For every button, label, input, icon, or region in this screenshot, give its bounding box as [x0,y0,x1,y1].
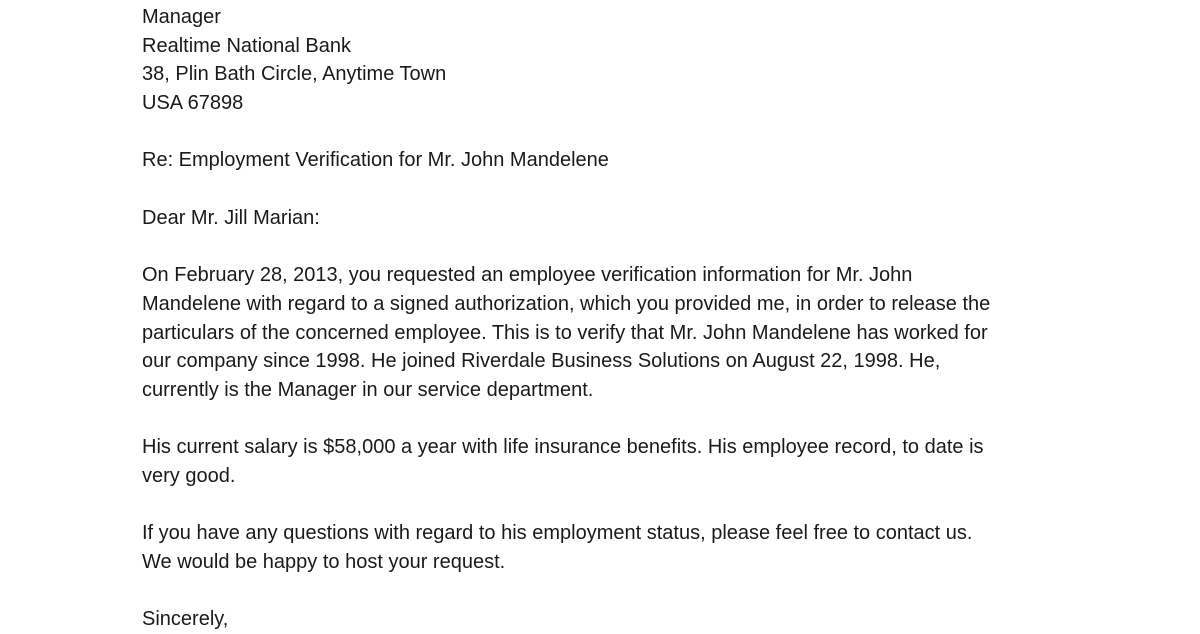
recipient-title: Manager [142,6,221,28]
recipient-country-zip: USA 67898 [142,92,244,115]
paragraph-line: His current salary is $58,000 a year with life insurance benefits. His employee record, to date is [142,436,984,459]
paragraph-salary [142,433,990,490]
recipient-organization: Realtime National Bank [142,34,351,57]
paragraph-line: very good. [142,465,236,487]
letter-body [142,3,990,634]
paragraph-line: Mandelene with regard to a signed authorization, which you provided me, in order to release the [142,292,991,315]
paragraph-line: currently is the Manager in our service department. [142,378,594,401]
paragraph-line: If you have any questions with regard to his employment status, please feel free to contact us. [142,522,973,545]
paragraph-line: On February 28, 2013, you requested an employee verification information for Mr. John [142,264,913,287]
paragraph-verification [142,261,990,404]
paragraph-contact [142,519,990,576]
recipient-address: 38, Plin Bath Circle, Anytime Town [142,63,447,86]
paragraph-line: our company since 1998. He joined Riverdale Business Solutions on August 22, 1998. He, [142,350,941,373]
subject-line: Re: Employment Verification for Mr. John Mandelene [142,149,609,172]
recipient-block [142,3,990,118]
closing: Sincerely, [142,608,229,631]
paragraph-line: particulars of the concerned employee. This is to verify that Mr. John Mandelene has worked for [142,321,988,344]
paragraph-line: We would be happy to host your request. [142,551,506,574]
salutation: Dear Mr. Jill Marian: [142,206,320,229]
